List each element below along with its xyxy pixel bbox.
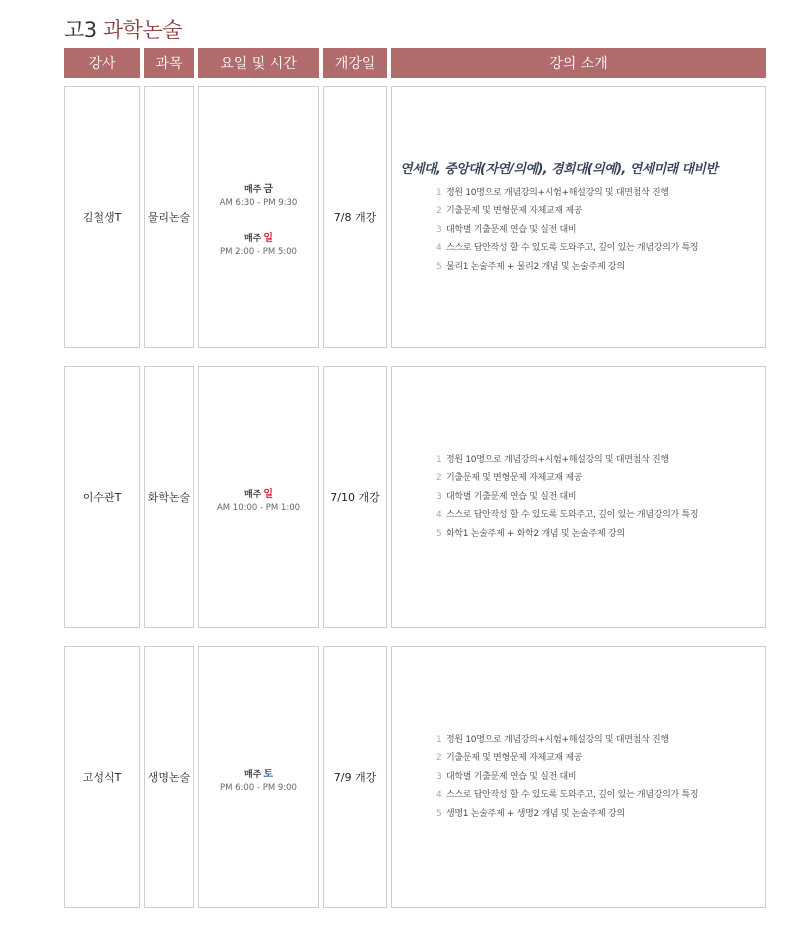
schedule-entry [220, 226, 297, 257]
intro-cell [391, 646, 766, 908]
page-title [64, 14, 182, 44]
list-item-text: 대학별 기출문제 연습 및 실전 대비 [446, 771, 577, 782]
intro-cell [391, 86, 766, 348]
intro-list [392, 731, 698, 823]
list-item-number: 5 [436, 808, 442, 819]
schedule-cell [198, 366, 319, 628]
table-row [0, 86, 800, 348]
list-item [436, 451, 698, 469]
intro-list [392, 184, 698, 276]
list-item-number: 2 [436, 206, 442, 217]
list-item [436, 506, 698, 524]
list-item-text: 기출문제 및 변형문제 자체교재 제공 [446, 753, 583, 764]
subject-name: 생명논술 [147, 771, 191, 784]
subject-cell [144, 366, 194, 628]
schedule-weekly: 매주 [243, 769, 262, 780]
open-date-cell [323, 646, 387, 908]
schedule-day-line [244, 177, 273, 196]
open-date: 7/10 개강 [330, 491, 380, 504]
list-item [436, 202, 698, 220]
list-item [436, 805, 698, 823]
list-item-number: 1 [436, 187, 442, 198]
schedule-entry [220, 177, 298, 208]
list-item-text: 물리1 논술주제 + 물리2 개념 및 논술주제 강의 [446, 261, 625, 272]
list-item-text: 화학1 논술주제 + 화학2 개념 및 논술주제 강의 [446, 528, 625, 539]
list-item-number: 3 [436, 771, 442, 782]
page-title-prefix: 고3 [64, 18, 97, 42]
schedule-entry [217, 482, 300, 513]
intro-list [392, 451, 698, 543]
teacher-name: 이수관T [82, 491, 122, 504]
list-item-text: 정원 10명으로 개념강의+시험+해설강의 및 대면첨삭 진행 [446, 454, 669, 465]
schedule-hours: AM 10:00 - PM 1:00 [216, 502, 301, 513]
schedule-day: 일 [263, 233, 274, 244]
list-item [436, 469, 698, 487]
list-item-text: 스스로 답안작성 할 수 있도록 도와주고, 깊이 있는 개념강의가 특징 [446, 510, 699, 521]
list-item [436, 488, 698, 506]
table-row [0, 646, 800, 908]
list-item-text: 기출문제 및 변형문제 자체교재 제공 [446, 473, 583, 484]
list-item [436, 731, 698, 749]
header-open-date: 개강일 [323, 48, 387, 78]
page-title-main: 과학논술 [102, 18, 182, 42]
list-item-number: 5 [436, 528, 442, 539]
list-item-text: 대학별 기출문제 연습 및 실전 대비 [446, 224, 577, 235]
list-item-number: 4 [436, 510, 442, 521]
schedule-day-line [244, 226, 273, 245]
list-item-text: 정원 10명으로 개념강의+시험+해설강의 및 대면첨삭 진행 [446, 734, 669, 745]
teacher-cell [64, 646, 140, 908]
schedule-entry [220, 762, 297, 793]
list-item-number: 2 [436, 473, 442, 484]
schedule-cell [198, 86, 319, 348]
schedule-hours: PM 6:00 - PM 9:00 [220, 782, 297, 793]
teacher-cell [64, 366, 140, 628]
subject-name: 화학논술 [147, 491, 191, 504]
table-row [0, 366, 800, 628]
list-item-text: 생명1 논술주제 + 생명2 개념 및 논술주제 강의 [446, 808, 625, 819]
list-item-text: 정원 10명으로 개념강의+시험+해설강의 및 대면첨삭 진행 [446, 187, 669, 198]
list-item-number: 1 [436, 454, 442, 465]
header-teacher: 강사 [64, 48, 140, 78]
list-item-text: 스스로 답안작성 할 수 있도록 도와주고, 깊이 있는 개념강의가 특징 [446, 243, 699, 254]
schedule-weekly: 매주 [243, 489, 262, 500]
schedule-day-line [244, 482, 273, 501]
teacher-name: 김철생T [82, 211, 122, 224]
schedule-day: 일 [263, 488, 274, 500]
header-schedule: 요일 및 시간 [198, 48, 319, 78]
list-item-number: 2 [436, 753, 442, 764]
schedule-weekly: 매주 [243, 185, 262, 195]
list-item-text: 기출문제 및 변형문제 자체교재 제공 [446, 206, 583, 217]
list-item-text: 대학별 기출문제 연습 및 실전 대비 [446, 491, 577, 502]
subject-name: 물리논술 [147, 211, 191, 224]
list-item-number: 3 [436, 224, 442, 235]
list-item-number: 3 [436, 491, 442, 502]
intro-cell [391, 366, 766, 628]
subject-cell [144, 646, 194, 908]
schedule-weekly: 매주 [243, 234, 262, 244]
list-item-number: 1 [436, 734, 442, 745]
list-item [436, 258, 698, 276]
schedule-hours: PM 2:00 - PM 5:00 [220, 247, 297, 257]
course-highlight: 연세대, 중앙대(자연/의예), 경희대(의예), 연세미래 대비반 [400, 161, 718, 177]
schedule-day: 토 [263, 768, 274, 780]
list-item-number: 4 [436, 243, 442, 254]
list-item [436, 184, 698, 202]
list-item [436, 221, 698, 239]
list-item [436, 749, 698, 767]
open-date: 7/8 개강 [333, 211, 377, 224]
subject-cell [144, 86, 194, 348]
schedule-hours: AM 6:30 - PM 9:30 [219, 198, 298, 208]
schedule-cell [198, 646, 319, 908]
open-date-cell [323, 366, 387, 628]
list-item [436, 768, 698, 786]
header-intro: 강의 소개 [391, 48, 766, 78]
list-item-number: 4 [436, 790, 442, 801]
header-subject: 과목 [144, 48, 194, 78]
schedule-day: 금 [263, 184, 274, 195]
list-item [436, 786, 698, 804]
open-date-cell [323, 86, 387, 348]
teacher-cell [64, 86, 140, 348]
teacher-name: 고성식T [82, 771, 122, 784]
list-item [436, 525, 698, 543]
list-item-text: 스스로 답안작성 할 수 있도록 도와주고, 깊이 있는 개념강의가 특징 [446, 790, 699, 801]
list-item [436, 239, 698, 257]
open-date: 7/9 개강 [333, 771, 377, 784]
schedule-day-line [244, 762, 273, 781]
list-item-number: 5 [436, 261, 442, 272]
